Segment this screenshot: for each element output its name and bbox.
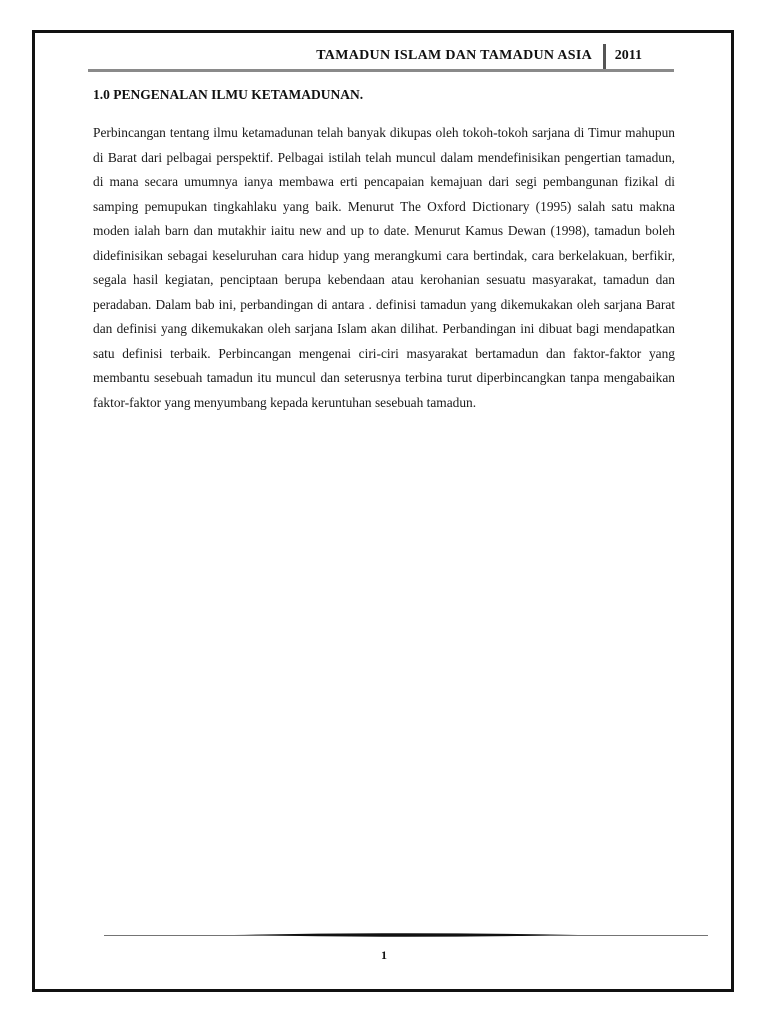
header-year: 2011 bbox=[614, 48, 642, 63]
header-title: TAMADUN ISLAM DAN TAMADUN ASIA bbox=[316, 48, 592, 63]
footer-rule bbox=[104, 932, 708, 934]
running-header bbox=[88, 44, 674, 70]
header-separator bbox=[603, 44, 606, 70]
section-heading: 1.0 PENGENALAN ILMU KETAMADUNAN. bbox=[93, 87, 364, 102]
footer-rule-graphic bbox=[104, 932, 708, 938]
header-rule bbox=[88, 69, 674, 72]
page-number: 1 bbox=[381, 948, 387, 962]
body-paragraph: Perbincangan tentang ilmu ketamadunan telah banyak dikupas oleh tokoh-tokoh sarjana di Timur mahupun di Barat dari pelbagai perspektif. Pelbagai istilah telah muncul dalam mendefinisikan pengertian tamadun, di mana secara umumnya ianya membawa erti pencapaian kemajuan dari segi pembangunan fizikal di samping pemupukan tingkahlaku yang baik. Menurut The Oxford Dictionary (1995) salah satu makna moden ialah barn dan mutakhir iaitu new and up to date. Menurut Kamus Dewan (1998), tamadun boleh didefinisikan sebagai keseluruhan cara hidup yang merangkumi cara bertindak, cara berkelakuan, berfikir, segala hasil kegiatan, penciptaan berupa kebendaan atau kerohanian sesuatu masyarakat, tamadun dan peradaban. Dalam bab ini, perbandingan di antara . definisi tamadun yang dikemukakan oleh sarjana Barat dan definisi yang dikemukakan oleh sarjana Islam akan dilihat. Perbandingan ini dibuat bagi mendapatkan satu definisi terbaik. Perbincangan mengenai ciri-ciri masyarakat bertamadun dan faktor-faktor yang membantu sesebuah tamadun itu muncul dan seterusnya terbina turut diperbincangkan tanpa mengabaikan faktor-faktor yang menyumbang kepada keruntuhan sesebuah tamadun. bbox=[93, 125, 675, 410]
